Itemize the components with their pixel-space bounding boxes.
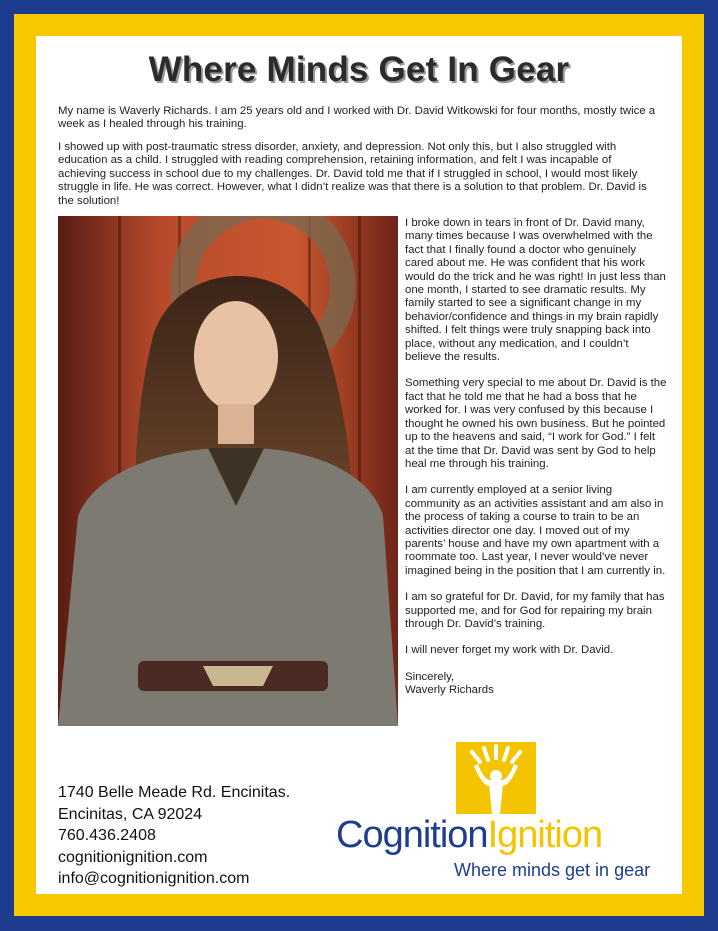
signoff: Sincerely, — [405, 670, 455, 683]
logo-word-ignition: Ignition — [487, 814, 603, 856]
address-city: Encinitas, CA 92024 — [58, 805, 203, 823]
page — [36, 36, 682, 894]
contact-block — [58, 782, 290, 890]
signature: Waverly Richards — [405, 684, 494, 697]
logo-word-cognition: Cognition — [336, 814, 488, 856]
logo-wordmark — [336, 814, 602, 857]
portrait-photo — [58, 216, 398, 726]
logo-tagline: Where minds get in gear — [454, 860, 651, 880]
raised-arms-figure-icon — [456, 742, 536, 814]
testimonial-body — [405, 217, 667, 698]
intro-paragraph-1: My name is Waverly Richards. I am 25 years old and I worked with Dr. David Witkowski for four months, mostly twice a week as I healed through his training. — [58, 105, 656, 131]
page-title: Where Minds Get In Gear — [148, 50, 570, 89]
intro-paragraph-2: I showed up with post-traumatic stress disorder, anxiety, and depression. Not only this, but I also struggled with education as a child. I struggled with reading comprehension, retaining information, and felt I was incapable of achieving success in school due to my challenges. Dr. David told me that if I struggled in school, I would most likely struggle in life. He was correct. However, what I didn’t realize was that there is a solution to that problem. Dr. David is the solution! — [58, 141, 647, 207]
body-paragraph-1: I broke down in tears in front of Dr. David many, many times because I was overwhelmed with the fact that I finally found a doctor who genuinely cared about me. He was confident that his work would do the trick and he was right! In just less than one month, I started to see dramatic results. My family started to see a significant change in my behavior/confidence and things in my brain rapidly shifted. I felt things were truly snapping back into place, without any medication, and I couldn’t believe the results. — [405, 217, 666, 364]
email: info@cognitionignition.com — [58, 870, 250, 887]
address-street: 1740 Belle Meade Rd. Encinitas. — [58, 784, 291, 801]
body-paragraph-2: Something very special to me about Dr. David is the fact that he told me that he had a boss that he worked for. I was very confused by this because I thought he owned his own business. But he pointed up to the heavens and said, “I work for God.” I felt at the time that Dr. David was sent by God to help heal me through his training. — [405, 377, 667, 470]
website: cognitionignition.com — [58, 848, 208, 866]
cognition-ignition-logo — [336, 742, 666, 888]
body-paragraph-5: I will never forget my work with Dr. David. — [405, 644, 614, 657]
body-paragraph-4: I am so grateful for Dr. David, for my family that has supported me, and for God for repairing my brain through Dr. David’s training. — [405, 591, 665, 630]
phone: 760.436.2408 — [58, 827, 156, 844]
body-paragraph-3: I am currently employed at a senior living community as an activities assistant and am also in the process of taking a course to train to be an activities director one day. I moved out of my parents’ house and have my own apartment with a roommate too. Last year, I never would’ve never imagined being in the position that I am currently in. — [405, 484, 666, 577]
